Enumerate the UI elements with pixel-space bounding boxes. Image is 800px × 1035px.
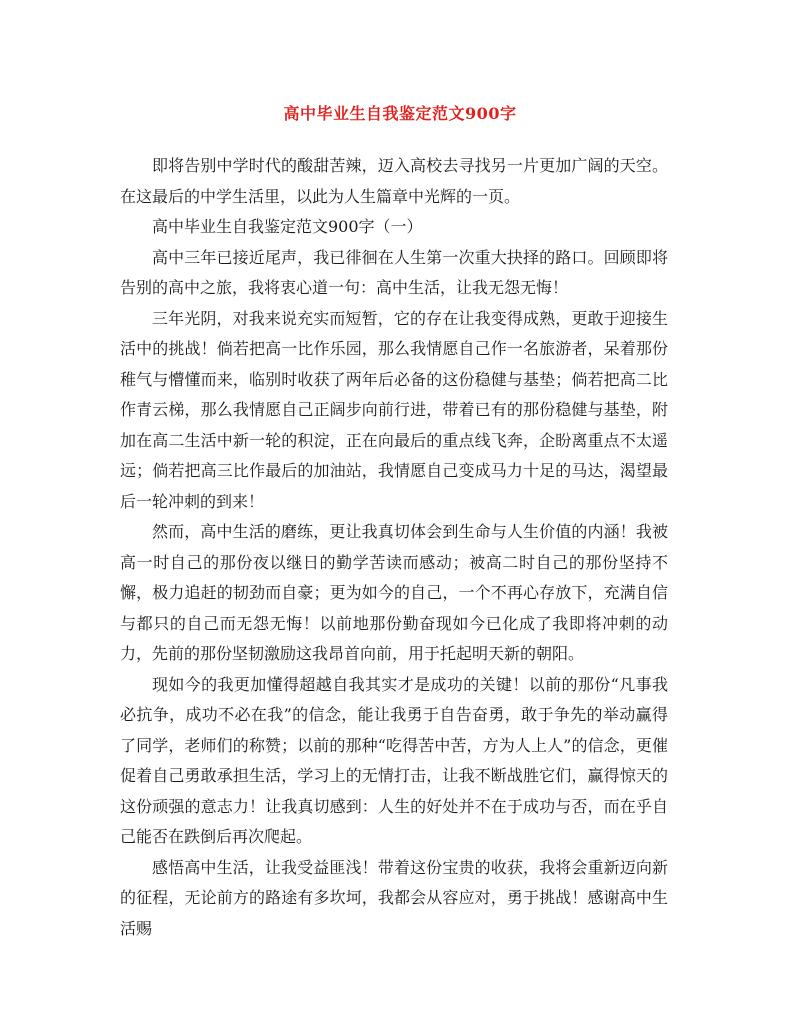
paragraph: 三年光阴，对我来说充实而短暂，它的存在让我变得成熟，更敢于迎接生活中的挑战！倘若把高一比作乐园，那么我情愿自己作一名旅游者，呆着那份稚气与懵懂而来，临别时收获了两年后必备的这份稳健与基垫；倘若把高二比作青云梯，那么我情愿自己正阔步向前行进，带着已有的那份稳健与基垫，附加在高二生活中新一轮的积淀，正在向最后的重点线飞奔，企盼离重点不太遥远；倘若把高三比作最后的加油站，我情愿自己变成马力十足的马达，渴望最后一轮冲刺的到来！ [120,308,668,511]
paragraph: 高中三年已接近尾声，我已徘徊在人生第一次重大抉择的路口。回顾即将告别的高中之旅，我将衷心道一句：高中生活，让我无怨无悔！ [120,247,668,297]
paragraph: 然而，高中生活的磨练，更让我真切体会到生命与人生价值的内涵！我被高一时自己的那份夜以继日的勤学苦读而感动；被高二时自己的那份坚持不懈，极力追赶的韧劲而自豪；更为如今的自己，一个不再心存放下，充满自信与都只的自己而无怨无悔！以前地那份勤奋现如今已化成了我即将冲刺的动力，先前的那份坚韧激励这我昂首向前，用于托起明天新的朝阳。 [120,522,668,663]
document-title: 高中毕业生自我鉴定范文900字 [283,104,517,123]
paragraph: 感悟高中生活，让我受益匪浅！带着这份宝贵的收获，我将会重新迈向新的征程，无论前方的路途有多坎坷，我都会从容应对，勇于挑战！感谢高中生活赐 [120,857,668,938]
document-body [120,151,668,944]
paragraph-intro: 即将告别中学时代的酸甜苦辣，迈入高校去寻找另一片更加广阔的天空。在这最后的中学生活里，以此为人生篇章中光辉的一页。 [120,156,668,206]
paragraph: 现如今的我更加懂得超越自我其实才是成功的关键！以前的那份“凡事我必抗争，成功不必在我”的信念，能让我勇于自告奋勇，敢于争先的举动赢得了同学，老师们的称赞；以前的那种“吃得苦中苦，方为人上人”的信念，更催促着自己勇敢承担生活，学习上的无情打击，让我不断战胜它们，赢得惊天的这份顽强的意志力！让我真切感到：人生的好处并不在于成功与否，而在乎自己能否在跌倒后再次爬起。 [120,674,668,846]
paragraph-subheading: 高中毕业生自我鉴定范文900字（一） [152,217,423,236]
